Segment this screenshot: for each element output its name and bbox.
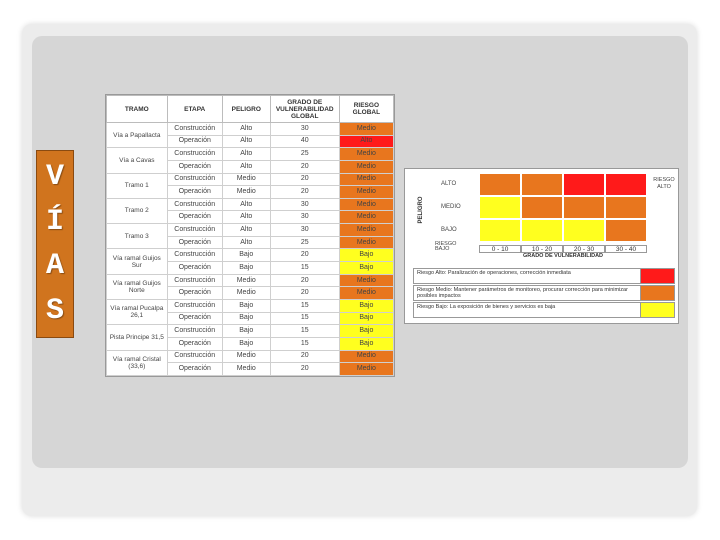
cell-peligro: Alto <box>222 198 270 211</box>
cell-grado: 20 <box>270 249 339 262</box>
cell-riesgo: Medio <box>339 274 393 287</box>
cell-etapa: Construcción <box>167 350 222 363</box>
cell-etapa: Construcción <box>167 224 222 237</box>
cell-grado: 25 <box>270 236 339 249</box>
cell-riesgo: Alto <box>339 135 393 148</box>
peligro-axis-label: PELIGRO <box>418 196 424 224</box>
cell-peligro: Bajo <box>222 299 270 312</box>
matrix-row-label: MEDIO <box>441 204 461 210</box>
cell-riesgo: Medio <box>339 123 393 136</box>
vulnerabilidad-axis-label: GRADO DE VULNERABILIDAD <box>522 253 604 259</box>
risk-matrix-image <box>404 168 679 324</box>
cell-etapa: Construcción <box>167 148 222 161</box>
cell-riesgo: Medio <box>339 198 393 211</box>
description-text: Riesgo Bajo: La exposición de bienes y servicios es baja <box>417 304 556 310</box>
cell-riesgo: Medio <box>339 186 393 199</box>
vias-letter: Í <box>45 204 64 239</box>
cell-etapa: Operación <box>167 160 222 173</box>
description-row <box>413 302 675 318</box>
cell-grado: 20 <box>270 287 339 300</box>
cell-peligro: Bajo <box>222 325 270 338</box>
cell-grado: 40 <box>270 135 339 148</box>
risk-table-header <box>107 96 394 123</box>
cell-tramo: Vía ramal Pucalpa 26,1 <box>107 299 168 324</box>
matrix-cell <box>605 173 647 196</box>
table-row <box>107 299 394 312</box>
cell-tramo: Pista Principe 31,5 <box>107 325 168 350</box>
description-text: Riesgo Alto: Paralización de operaciones, corrección inmediata <box>417 270 571 276</box>
header-riesgo: RIESGO GLOBAL <box>339 96 393 123</box>
header-etapa: ETAPA <box>167 96 222 123</box>
cell-tramo: Tramo 2 <box>107 198 168 223</box>
matrix-cell <box>479 173 521 196</box>
cell-etapa: Construcción <box>167 249 222 262</box>
matrix-cell <box>521 196 563 219</box>
cell-riesgo: Bajo <box>339 325 393 338</box>
table-row <box>107 198 394 211</box>
matrix-col-label: 0 - 10 <box>479 245 521 253</box>
table-row <box>107 350 394 363</box>
cell-grado: 15 <box>270 337 339 350</box>
matrix-row-label: ALTO <box>441 181 457 187</box>
cell-riesgo: Bajo <box>339 312 393 325</box>
cell-tramo: Vía ramal Guijos Sur <box>107 249 168 274</box>
cell-etapa: Construcción <box>167 198 222 211</box>
cell-peligro: Alto <box>222 135 270 148</box>
cell-peligro: Alto <box>222 211 270 224</box>
cell-grado: 15 <box>270 299 339 312</box>
header-tramo: TRAMO <box>107 96 168 123</box>
table-row <box>107 249 394 262</box>
description-color-swatch <box>640 286 674 300</box>
matrix-cell <box>563 196 605 219</box>
cell-etapa: Construcción <box>167 123 222 136</box>
cell-etapa: Operación <box>167 135 222 148</box>
vias-title-bar <box>36 150 74 338</box>
cell-grado: 20 <box>270 160 339 173</box>
matrix-cell <box>521 173 563 196</box>
table-row <box>107 224 394 237</box>
risk-table-image <box>105 94 395 377</box>
cell-tramo: Vía ramal Cristal (33,6) <box>107 350 168 375</box>
cell-riesgo: Medio <box>339 236 393 249</box>
cell-grado: 30 <box>270 211 339 224</box>
riesgo-alto-legend: RIESGO ALTO <box>653 177 675 190</box>
cell-tramo: Vía ramal Guijos Norte <box>107 274 168 299</box>
description-color-swatch <box>640 269 674 283</box>
cell-grado: 20 <box>270 186 339 199</box>
description-text: Riesgo Medio: Mantener parámetros de monitoreo, procurar corrección para minimizar posibles impactos <box>417 287 628 299</box>
table-row <box>107 274 394 287</box>
matrix-col-label: 20 - 30 <box>563 245 605 253</box>
cell-tramo: Tramo 3 <box>107 224 168 249</box>
header-peligro: PELIGRO <box>222 96 270 123</box>
cell-riesgo: Medio <box>339 173 393 186</box>
cell-tramo: Vía a Papallacta <box>107 123 168 148</box>
cell-riesgo: Medio <box>339 350 393 363</box>
cell-peligro: Medio <box>222 363 270 376</box>
cell-grado: 15 <box>270 262 339 275</box>
header-grado: GRADO DE VULNERABILIDAD GLOBAL <box>270 96 339 123</box>
cell-grado: 20 <box>270 274 339 287</box>
cell-grado: 20 <box>270 350 339 363</box>
cell-grado: 15 <box>270 312 339 325</box>
vias-letter: A <box>45 249 64 284</box>
cell-riesgo: Bajo <box>339 262 393 275</box>
cell-grado: 25 <box>270 148 339 161</box>
cell-peligro: Bajo <box>222 312 270 325</box>
matrix-cell <box>521 219 563 242</box>
cell-etapa: Operación <box>167 337 222 350</box>
cell-grado: 30 <box>270 198 339 211</box>
cell-etapa: Construcción <box>167 274 222 287</box>
cell-grado: 15 <box>270 325 339 338</box>
cell-peligro: Bajo <box>222 337 270 350</box>
cell-peligro: Medio <box>222 173 270 186</box>
matrix-cell <box>563 219 605 242</box>
cell-etapa: Operación <box>167 287 222 300</box>
cell-riesgo: Bajo <box>339 249 393 262</box>
risk-table-body <box>107 123 394 376</box>
cell-grado: 30 <box>270 123 339 136</box>
cell-riesgo: Bajo <box>339 299 393 312</box>
table-row <box>107 123 394 136</box>
vias-letter: S <box>45 293 64 328</box>
peligro-axis <box>415 174 427 246</box>
table-row <box>107 173 394 186</box>
description-row <box>413 268 675 284</box>
risk-table <box>106 95 394 376</box>
cell-etapa: Operación <box>167 236 222 249</box>
cell-peligro: Medio <box>222 186 270 199</box>
matrix-cell <box>479 196 521 219</box>
matrix-corner-labels <box>435 242 456 252</box>
cell-peligro: Alto <box>222 148 270 161</box>
description-row <box>413 285 675 301</box>
matrix-cell <box>605 219 647 242</box>
bajo-small-label: BAJO <box>435 246 450 252</box>
matrix-cell <box>605 196 647 219</box>
table-row <box>107 325 394 338</box>
cell-grado: 30 <box>270 224 339 237</box>
cell-peligro: Medio <box>222 274 270 287</box>
matrix-col-label: 10 - 20 <box>521 245 563 253</box>
cell-riesgo: Bajo <box>339 337 393 350</box>
cell-grado: 20 <box>270 173 339 186</box>
cell-peligro: Alto <box>222 123 270 136</box>
matrix-cell <box>479 219 521 242</box>
cell-riesgo: Medio <box>339 211 393 224</box>
table-row <box>107 148 394 161</box>
cell-etapa: Construcción <box>167 173 222 186</box>
cell-tramo: Tramo 1 <box>107 173 168 198</box>
description-color-swatch <box>640 303 674 317</box>
matrix-row-label: BAJO <box>441 227 457 233</box>
cell-peligro: Bajo <box>222 262 270 275</box>
vias-letter: V <box>45 160 64 195</box>
cell-riesgo: Medio <box>339 148 393 161</box>
cell-peligro: Alto <box>222 160 270 173</box>
riesgo-small-label: RIESGO <box>435 241 457 247</box>
cell-etapa: Operación <box>167 186 222 199</box>
cell-etapa: Operación <box>167 262 222 275</box>
matrix-col-label: 30 - 40 <box>605 245 647 253</box>
cell-tramo: Vía a Cavas <box>107 148 168 173</box>
cell-peligro: Medio <box>222 350 270 363</box>
cell-peligro: Alto <box>222 236 270 249</box>
cell-grado: 20 <box>270 363 339 376</box>
cell-etapa: Construcción <box>167 299 222 312</box>
cell-riesgo: Medio <box>339 160 393 173</box>
cell-peligro: Medio <box>222 287 270 300</box>
cell-riesgo: Medio <box>339 363 393 376</box>
cell-riesgo: Medio <box>339 287 393 300</box>
cell-etapa: Operación <box>167 211 222 224</box>
cell-etapa: Construcción <box>167 325 222 338</box>
cell-etapa: Operación <box>167 363 222 376</box>
cell-riesgo: Medio <box>339 224 393 237</box>
cell-peligro: Bajo <box>222 249 270 262</box>
cell-etapa: Operación <box>167 312 222 325</box>
matrix-cell <box>563 173 605 196</box>
cell-peligro: Alto <box>222 224 270 237</box>
